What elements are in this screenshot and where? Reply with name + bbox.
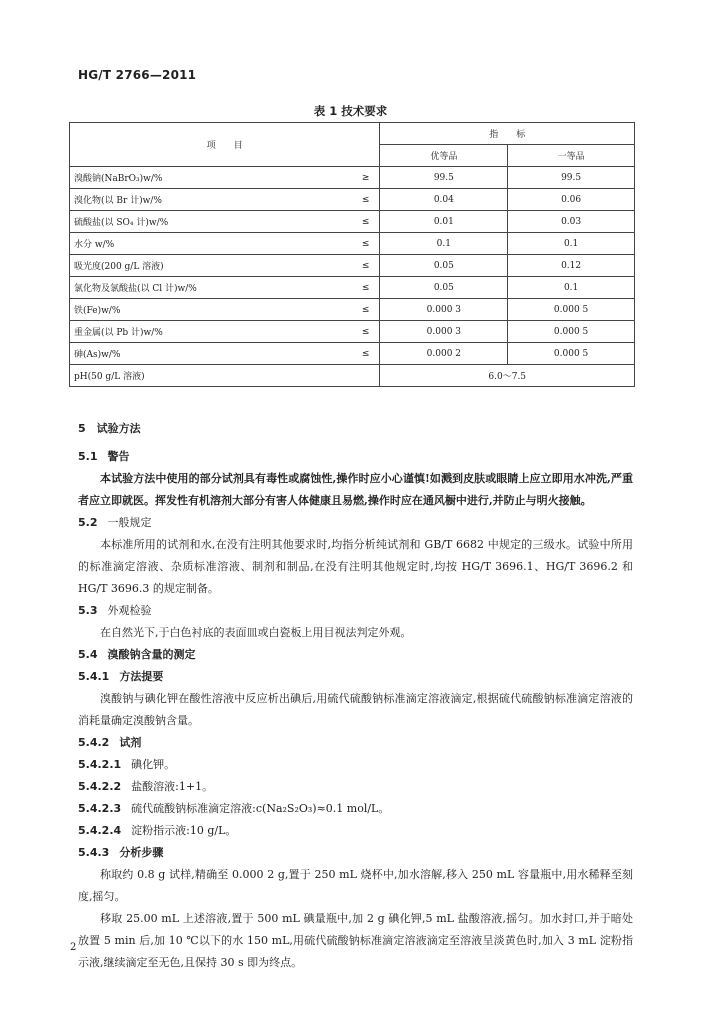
- row-item: 吸光度(200 g/L 溶液): [70, 255, 296, 277]
- row-operator: ≤: [295, 233, 380, 255]
- item-number: 5.4.2.2: [78, 780, 122, 793]
- section-title: 外观检验: [107, 604, 152, 617]
- section-title: 溴酸钠含量的测定: [107, 648, 196, 661]
- general-rules-paragraph: 本标准所用的试剂和水,在没有注明其他要求时,均指分析纯试剂和 GB/T 6682 中规定的三级水。试验中所用的标准滴定溶液、杂质标准溶液、制剂和制品,在没有注明其他规定时,均按 HG/T 3696.1、HG/T 3696.2 和 HG/T 3696.3 的规定制备。: [78, 538, 633, 595]
- item-text: 盐酸溶液:1+1。: [131, 780, 214, 793]
- row-item: 氯化物及氯酸盐(以 Cl 计)w/%: [70, 277, 296, 299]
- section-title: 一般规定: [107, 516, 152, 529]
- section-number: 5.3: [78, 604, 98, 617]
- row-item: 重金属(以 Pb 计)w/%: [70, 321, 296, 343]
- item-text: 淀粉指示液:10 g/L。: [131, 824, 237, 837]
- section-title: 方法提要: [119, 670, 164, 683]
- row-operator: ≤: [295, 211, 380, 233]
- table-row: [70, 167, 635, 189]
- row-value-grade-1: 0.04: [380, 189, 508, 211]
- reagent-1: [78, 754, 633, 776]
- table-row: [70, 277, 635, 299]
- row-value-grade-2: 0.000 5: [508, 299, 635, 321]
- section-title: 分析步骤: [119, 846, 164, 859]
- table-row: [70, 343, 635, 365]
- row-item: 硫酸盐(以 SO₄ 计)w/%: [70, 211, 296, 233]
- row-value-grade-1: 0.000 3: [380, 299, 508, 321]
- row-value-grade-2: 0.1: [508, 277, 635, 299]
- header-grade-2: 一等品: [508, 145, 635, 167]
- table-row: [70, 255, 635, 277]
- section-number: 5.4.3: [78, 846, 110, 859]
- item-number: 5.4.2.3: [78, 802, 122, 815]
- row-item: 水分 w/%: [70, 233, 296, 255]
- item-number: 5.4.2.1: [78, 758, 122, 771]
- table-row: [70, 299, 635, 321]
- row-item: 溴化物(以 Br 计)w/%: [70, 189, 296, 211]
- table-row: [70, 233, 635, 255]
- standard-code: HG/T 2766—2011: [78, 68, 197, 82]
- row-item: 溴酸钠(NaBrO₃)w/%: [70, 167, 296, 189]
- table-header-row: [70, 123, 635, 145]
- section-number: 5.4: [78, 648, 98, 661]
- reagent-4: [78, 820, 633, 842]
- row-value-grade-2: 0.000 5: [508, 343, 635, 365]
- row-operator: ≤: [295, 343, 380, 365]
- row-value-grade-1: 0.05: [380, 277, 508, 299]
- row-value-grade-2: 0.06: [508, 189, 635, 211]
- row-operator: ≤: [295, 255, 380, 277]
- section-number: 5.2: [78, 516, 98, 529]
- section-5-heading: 5 试验方法: [78, 422, 141, 435]
- reagent-3: [78, 798, 633, 820]
- row-value-grade-2: 99.5: [508, 167, 635, 189]
- header-item: 项 目: [70, 123, 380, 167]
- item-text: 碘化钾。: [131, 758, 176, 771]
- warning-paragraph: 本试验方法中使用的部分试剂具有毒性或腐蚀性,操作时应小心谨慎!如溅到皮肤或眼睛上应立即用水冲洗,严重者应立即就医。挥发性有机溶剂大部分有害人体健康且易燃,操作时应在通风橱中进行,并防止与明火接触。: [78, 472, 633, 507]
- ph-value: 6.0～7.5: [380, 365, 635, 387]
- row-value-grade-1: 0.1: [380, 233, 508, 255]
- row-value-grade-2: 0.000 5: [508, 321, 635, 343]
- row-item: 砷(As)w/%: [70, 343, 296, 365]
- row-operator: ≥: [295, 167, 380, 189]
- row-value-grade-1: 0.01: [380, 211, 508, 233]
- row-operator: ≤: [295, 321, 380, 343]
- section-number: 5.1: [78, 450, 98, 463]
- method-summary-paragraph: 溴酸钠与碘化钾在酸性溶液中反应析出碘后,用硫代硫酸钠标准滴定溶液滴定,根据硫代硫酸钠标准滴定溶液的消耗量确定溴酸钠含量。: [78, 692, 633, 727]
- procedure-paragraph-2: 移取 25.00 mL 上述溶液,置于 500 mL 碘量瓶中,加 2 g 碘化钾,5 mL 盐酸溶液,摇匀。加水封口,并于暗处放置 5 min 后,加 10 ℃以下的水 150 mL,用硫代硫酸钠标准滴定溶液滴定至溶液呈淡黄色时,加入 3 mL 淀粉指示液,继续滴定至无色,且保持 30 s 即为终点。: [78, 912, 633, 969]
- section-number: 5.4.2: [78, 736, 110, 749]
- table-row: [70, 321, 635, 343]
- row-value-grade-2: 0.12: [508, 255, 635, 277]
- section-5-1-heading: [78, 446, 633, 468]
- table-caption: 表 1 技术要求: [313, 104, 388, 118]
- document-body: [78, 418, 633, 974]
- row-value-grade-1: 0.05: [380, 255, 508, 277]
- section-title: 试剂: [119, 736, 142, 749]
- reagent-2: [78, 776, 633, 798]
- row-value-grade-1: 0.000 2: [380, 343, 508, 365]
- row-operator: ≤: [295, 277, 380, 299]
- section-5-4-3-heading: [78, 842, 633, 864]
- table-row: [70, 211, 635, 233]
- header-grade-1: 优等品: [380, 145, 508, 167]
- row-value-grade-2: 0.1: [508, 233, 635, 255]
- header-index: 指 标: [380, 123, 635, 145]
- table-row: [70, 189, 635, 211]
- ph-item: pH(50 g/L 溶液): [70, 365, 380, 387]
- row-value-grade-1: 0.000 3: [380, 321, 508, 343]
- row-operator: ≤: [295, 299, 380, 321]
- section-number: 5.4.1: [78, 670, 110, 683]
- row-value-grade-1: 99.5: [380, 167, 508, 189]
- section-5-4-heading: [78, 644, 633, 666]
- section-5-4-2-heading: [78, 732, 633, 754]
- table-row-ph: [70, 365, 635, 387]
- appearance-paragraph: 在自然光下,于白色衬底的表面皿或白瓷板上用目视法判定外观。: [100, 626, 412, 639]
- procedure-paragraph-1: 称取约 0.8 g 试样,精确至 0.000 2 g,置于 250 mL 烧杯中,加水溶解,移入 250 mL 容量瓶中,用水稀释至刻度,摇匀。: [78, 868, 633, 903]
- section-title: 警告: [107, 450, 130, 463]
- section-5-3-heading: [78, 600, 633, 622]
- row-operator: ≤: [295, 189, 380, 211]
- section-5-2-heading: [78, 512, 633, 534]
- page-number: 2: [70, 942, 77, 953]
- specification-table: [69, 122, 635, 387]
- row-item: 铁(Fe)w/%: [70, 299, 296, 321]
- section-5-4-1-heading: [78, 666, 633, 688]
- item-number: 5.4.2.4: [78, 824, 122, 837]
- row-value-grade-2: 0.03: [508, 211, 635, 233]
- item-text: 硫代硫酸钠标准滴定溶液:c(Na₂S₂O₃)≈0.1 mol/L。: [131, 802, 390, 815]
